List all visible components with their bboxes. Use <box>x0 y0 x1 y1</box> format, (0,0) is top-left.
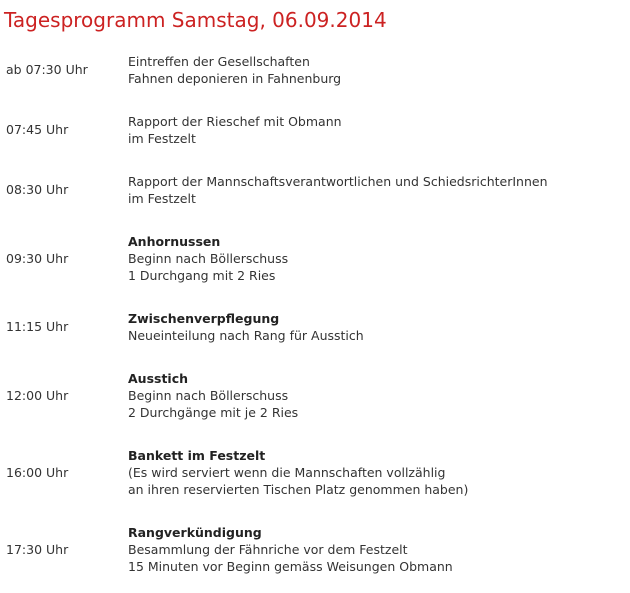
schedule-time: 07:45 Uhr <box>6 122 69 137</box>
schedule-description <box>128 53 628 87</box>
description-line: Fahnen deponieren in Fahnenburg <box>128 71 342 86</box>
schedule-description <box>128 370 628 421</box>
schedule-time: 17:30 Uhr <box>6 542 69 557</box>
description-line: (Es wird serviert wenn die Mannschaften vollzählig <box>128 465 446 480</box>
schedule-time: 11:15 Uhr <box>6 319 69 334</box>
description-line: Rapport der Mannschaftsverantwortlichen und SchiedsrichterInnen <box>128 174 548 189</box>
schedule-time: 09:30 Uhr <box>6 251 69 266</box>
schedule-description <box>128 233 628 284</box>
description-line: Neueinteilung nach Rang für Ausstich <box>128 328 364 343</box>
schedule-time: ab 07:30 Uhr <box>6 62 88 77</box>
schedule-description <box>128 173 628 207</box>
schedule-time: 08:30 Uhr <box>6 182 69 197</box>
description-line: Beginn nach Böllerschuss <box>128 388 289 403</box>
description-line: im Festzelt <box>128 191 196 206</box>
schedule-description <box>128 310 628 344</box>
event-heading: Ausstich <box>128 371 189 386</box>
event-heading: Anhornussen <box>128 234 221 249</box>
description-line: Beginn nach Böllerschuss <box>128 251 289 266</box>
schedule-description <box>128 524 628 575</box>
description-line: Eintreffen der Gesellschaften <box>128 54 310 69</box>
event-heading: Zwischenverpflegung <box>128 311 280 326</box>
description-line: 15 Minuten vor Beginn gemäss Weisungen Obmann <box>128 559 453 574</box>
schedule-time: 16:00 Uhr <box>6 465 69 480</box>
event-heading: Bankett im Festzelt <box>128 448 266 463</box>
schedule-time: 12:00 Uhr <box>6 388 69 403</box>
schedule-description <box>128 113 628 147</box>
description-line: an ihren reservierten Tischen Platz genommen haben) <box>128 482 469 497</box>
event-heading: Rangverkündigung <box>128 525 262 540</box>
description-line: Besammlung der Fähnriche vor dem Festzelt <box>128 542 408 557</box>
description-line: 1 Durchgang mit 2 Ries <box>128 268 276 283</box>
page-title: Tagesprogramm Samstag, 06.09.2014 <box>4 8 387 32</box>
description-line: Rapport der Rieschef mit Obmann <box>128 114 342 129</box>
description-line: im Festzelt <box>128 131 196 146</box>
description-line: 2 Durchgänge mit je 2 Ries <box>128 405 299 420</box>
schedule-description <box>128 447 628 498</box>
